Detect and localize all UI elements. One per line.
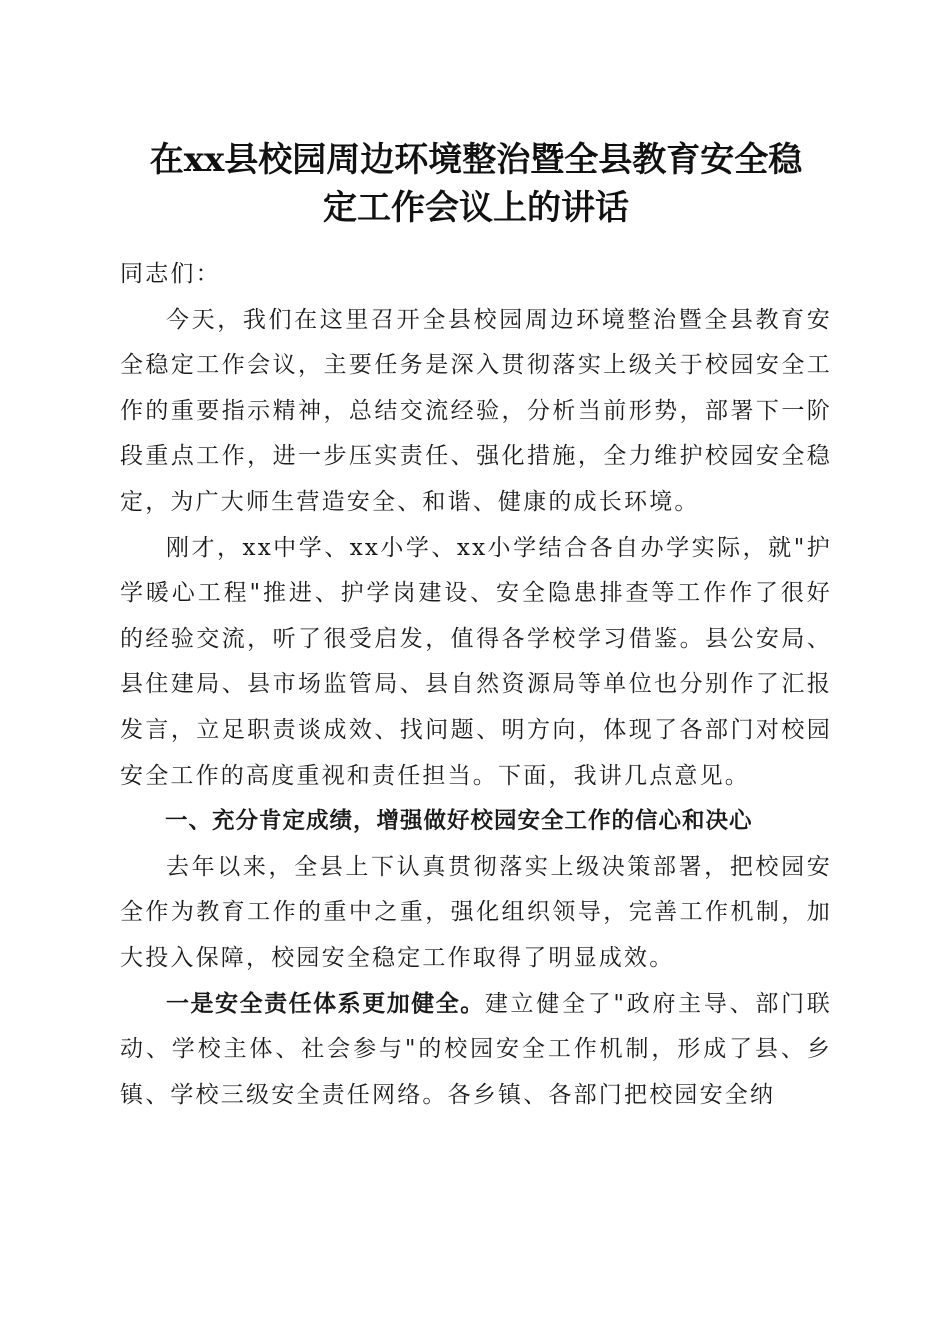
paragraph-responsibility xyxy=(120,982,832,1119)
paragraph-achievements: 去年以来，全县上下认真贯彻落实上级决策部署，把校园安全作为教育工作的重中之重，强化组织领导，完善工作机制，加大投入保障，校园安全稳定工作取得了明显成效。 xyxy=(120,853,832,971)
document-body xyxy=(120,252,832,1118)
salutation: 同志们： xyxy=(120,261,221,287)
section-heading-1: 一、充分肯定成绩，增强做好校园安全工作的信心和决心 xyxy=(165,808,753,835)
page-title xyxy=(120,136,832,232)
paragraph-exchange: 刚才，xx中学、xx小学、xx小学结合各自办学实际，就"护学暖心工程"推进、护学岗建设、安全隐患排查等工作作了很好的经验交流，听了很受启发，值得各学校学习借鉴。县公安局、县住建局、县市场监管局、县自然资源局等单位也分别作了汇报发言，立足职责谈成效、找问题、明方向，体现了各部门对校园安全工作的高度重视和责任担当。下面，我讲几点意见。 xyxy=(120,534,832,789)
paragraph-opening: 今天，我们在这里召开全县校园周边环境整治暨全县教育安全稳定工作会议，主要任务是深入贯彻落实上级关于校园安全工作的重要指示精神，总结交流经验，分析当前形势，部署下一阶段重点工作，进一步压实责任、强化措施，全力维护校园安全稳定，为广大师生营造安全、和谐、健康的成长环境。 xyxy=(120,306,832,515)
paragraph-lead: 一是安全责任体系更加健全。 xyxy=(166,990,485,1017)
title-line-2: 定工作会议上的讲话 xyxy=(323,188,629,228)
title-line-1: 在xx县校园周边环境整治暨全县教育安全稳 xyxy=(149,140,803,180)
paragraph-text: 建立健全了"政府主导、部门联动、学校主体、社会参与"的校园安全工作机制，形成了县、乡镇、学校三级安全责任网络。各乡镇、各部门把校园安全纳 xyxy=(120,990,832,1108)
